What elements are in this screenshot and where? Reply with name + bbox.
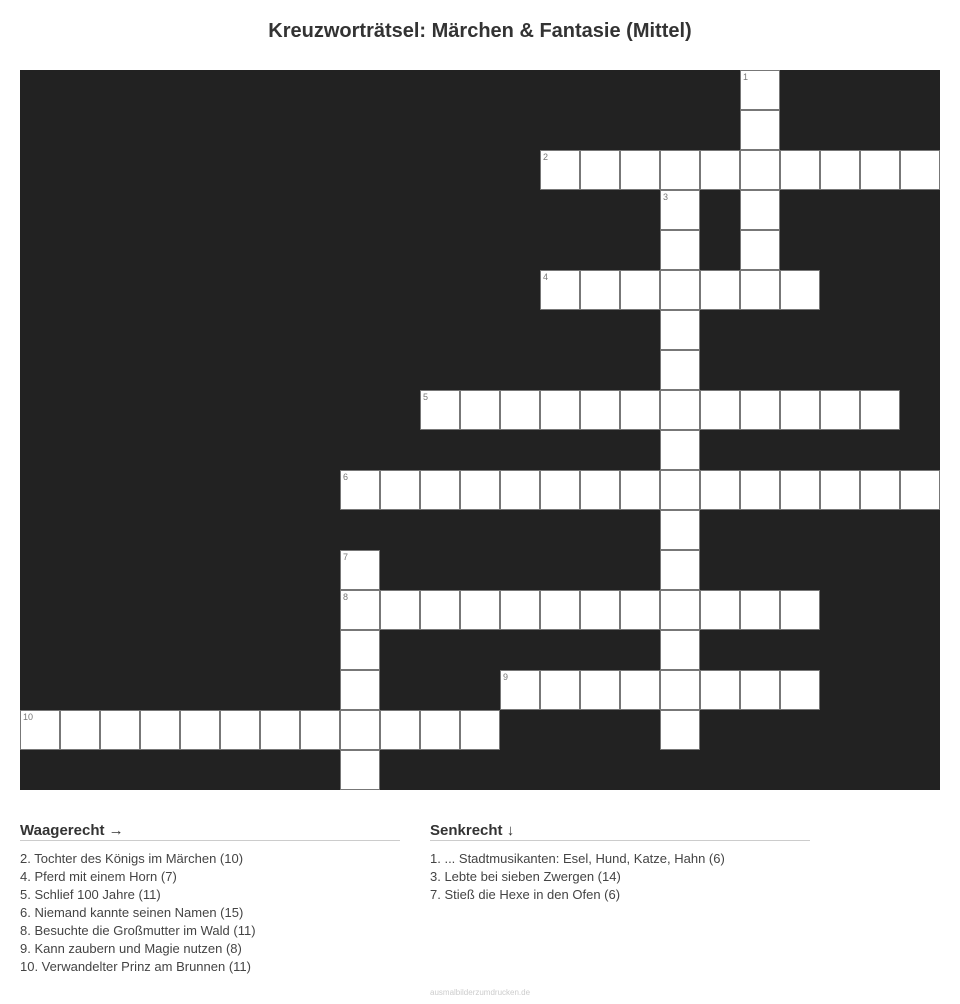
down-clue-list (430, 850, 810, 904)
grid-cell[interactable] (660, 550, 700, 590)
grid-cell[interactable] (660, 590, 700, 630)
grid-cell[interactable] (860, 390, 900, 430)
grid-cell[interactable] (500, 390, 540, 430)
grid-cell[interactable] (20, 710, 60, 750)
grid-cell[interactable] (660, 150, 700, 190)
grid-cell[interactable] (820, 470, 860, 510)
grid-cell[interactable] (580, 270, 620, 310)
grid-cell[interactable] (860, 150, 900, 190)
grid-cell[interactable] (580, 590, 620, 630)
down-heading (430, 822, 810, 841)
grid-cell[interactable] (700, 150, 740, 190)
grid-cell[interactable] (620, 470, 660, 510)
cell-number: 6 (343, 472, 349, 482)
grid-cell[interactable] (580, 390, 620, 430)
grid-cell[interactable] (460, 390, 500, 430)
clue-item: 10. Verwandelter Prinz am Brunnen (11) (20, 959, 251, 974)
grid-cell[interactable] (540, 670, 580, 710)
grid-cell[interactable] (780, 150, 820, 190)
grid-cell[interactable] (500, 590, 540, 630)
grid-cell[interactable] (380, 710, 420, 750)
grid-cell[interactable] (580, 670, 620, 710)
crossword-grid (20, 70, 940, 790)
grid-cell[interactable] (540, 590, 580, 630)
arrow-right-icon: → (108, 822, 124, 839)
grid-cell[interactable] (420, 390, 460, 430)
grid-cell[interactable] (660, 230, 700, 270)
grid-cell[interactable] (660, 510, 700, 550)
grid-cell[interactable] (540, 270, 580, 310)
grid-cell[interactable] (700, 390, 740, 430)
cell-number: 1 (743, 72, 749, 82)
grid-cell[interactable] (340, 710, 380, 750)
grid-cell[interactable] (660, 710, 700, 750)
cell-number: 4 (543, 272, 549, 282)
grid-cell[interactable] (500, 670, 540, 710)
grid-cell[interactable] (740, 390, 780, 430)
grid-cell[interactable] (260, 710, 300, 750)
grid-cell[interactable] (700, 670, 740, 710)
grid-cell[interactable] (780, 270, 820, 310)
grid-cell[interactable] (740, 670, 780, 710)
grid-cell[interactable] (860, 470, 900, 510)
grid-cell[interactable] (380, 470, 420, 510)
grid-cell[interactable] (620, 150, 660, 190)
grid-cell[interactable] (780, 670, 820, 710)
grid-cell[interactable] (620, 270, 660, 310)
grid-cell[interactable] (740, 270, 780, 310)
grid-cell[interactable] (740, 110, 780, 150)
grid-cell[interactable] (580, 150, 620, 190)
grid-cell[interactable] (220, 710, 260, 750)
clue-item: 2. Tochter des Königs im Märchen (10) (20, 851, 244, 866)
grid-cell[interactable] (340, 750, 380, 790)
grid-cell[interactable] (700, 270, 740, 310)
grid-cell[interactable] (340, 630, 380, 670)
grid-cell[interactable] (380, 590, 420, 630)
grid-cell[interactable] (340, 670, 380, 710)
clue-item: 7. Stieß die Hexe in den Ofen (6) (430, 887, 621, 902)
grid-cell[interactable] (620, 390, 660, 430)
cell-number: 5 (423, 392, 429, 402)
grid-cell[interactable] (740, 470, 780, 510)
grid-cell[interactable] (740, 230, 780, 270)
across-clue-list (20, 850, 400, 976)
grid-cell[interactable] (580, 470, 620, 510)
grid-cell[interactable] (460, 710, 500, 750)
down-heading-label: Senkrecht (430, 822, 503, 839)
grid-cell[interactable] (660, 670, 700, 710)
grid-cell[interactable] (420, 470, 460, 510)
across-heading (20, 822, 400, 841)
grid-cell[interactable] (540, 470, 580, 510)
cell-number: 3 (663, 192, 669, 202)
grid-cell[interactable] (660, 190, 700, 230)
cell-number: 8 (343, 592, 349, 602)
grid-cell[interactable] (820, 150, 860, 190)
grid-cell[interactable] (500, 470, 540, 510)
page-title: Kreuzworträtsel: Märchen & Fantasie (Mittel) (268, 20, 692, 42)
grid-cell[interactable] (740, 150, 780, 190)
grid-cell[interactable] (660, 390, 700, 430)
grid-cell[interactable] (540, 390, 580, 430)
grid-cell[interactable] (340, 550, 380, 590)
grid-cell[interactable] (780, 390, 820, 430)
clue-item: 6. Niemand kannte seinen Namen (15) (20, 905, 244, 920)
grid-cell[interactable] (900, 470, 940, 510)
grid-cell[interactable] (300, 710, 340, 750)
grid-cell[interactable] (740, 70, 780, 110)
cell-number: 10 (23, 712, 34, 722)
clue-item: 3. Lebte bei sieben Zwergen (14) (430, 869, 621, 884)
grid-cell[interactable] (700, 470, 740, 510)
grid-cell[interactable] (620, 590, 660, 630)
across-heading-label: Waagerecht (20, 822, 105, 839)
clues-across (20, 822, 400, 976)
grid-cell[interactable] (820, 390, 860, 430)
grid-cell[interactable] (660, 430, 700, 470)
grid-cell[interactable] (60, 710, 100, 750)
clue-item: 9. Kann zaubern und Magie nutzen (8) (20, 941, 242, 956)
grid-cell[interactable] (460, 590, 500, 630)
grid-cell[interactable] (660, 470, 700, 510)
grid-cell[interactable] (420, 590, 460, 630)
cell-number: 9 (503, 672, 509, 682)
footer-credit: ausmalbilderzumdrucken.de (430, 988, 531, 997)
clues-down (430, 822, 810, 904)
grid-cell[interactable] (660, 630, 700, 670)
grid-cell[interactable] (140, 710, 180, 750)
grid-cell[interactable] (700, 590, 740, 630)
grid-cell[interactable] (660, 310, 700, 350)
grid-cell[interactable] (780, 470, 820, 510)
grid-cell[interactable] (780, 590, 820, 630)
grid-cell[interactable] (340, 590, 380, 630)
grid-cell[interactable] (420, 710, 460, 750)
arrow-down-icon: ↓ (506, 822, 515, 839)
grid-cell[interactable] (660, 350, 700, 390)
grid-cell[interactable] (460, 470, 500, 510)
clue-item: 4. Pferd mit einem Horn (7) (20, 869, 177, 884)
grid-cell[interactable] (660, 270, 700, 310)
clue-item: 8. Besuchte die Großmutter im Wald (11) (20, 923, 256, 938)
grid-cell[interactable] (540, 150, 580, 190)
grid-cell[interactable] (620, 670, 660, 710)
clue-item: 1. ... Stadtmusikanten: Esel, Hund, Katze, Hahn (6) (430, 851, 725, 866)
grid-cell[interactable] (180, 710, 220, 750)
grid-cell[interactable] (100, 710, 140, 750)
cell-number: 2 (543, 152, 549, 162)
grid-cell[interactable] (900, 150, 940, 190)
grid-cell[interactable] (740, 590, 780, 630)
clue-item: 5. Schlief 100 Jahre (11) (20, 887, 161, 902)
grid-cell[interactable] (740, 190, 780, 230)
cell-number: 7 (343, 552, 349, 562)
grid-cell[interactable] (340, 470, 380, 510)
